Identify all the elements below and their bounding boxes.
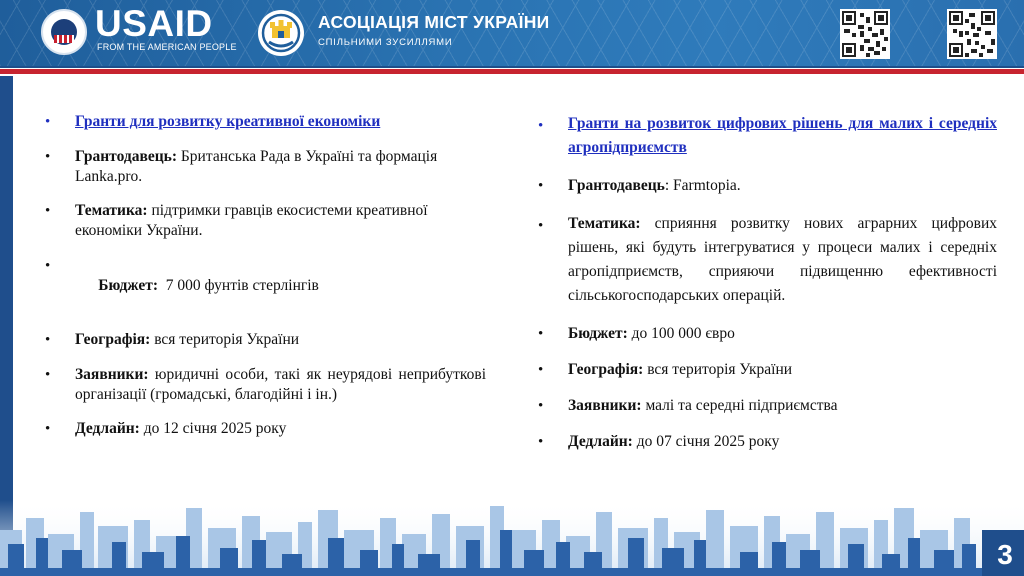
field-label: Бюджет: xyxy=(98,276,158,294)
field-label: Грантодавець xyxy=(568,177,665,194)
budget-item xyxy=(45,256,486,316)
field-label: Дедлайн: xyxy=(568,433,633,450)
field-value: сприяння розвитку нових аграрних цифрових рішень, які будуть інтегруватися у процеси малих і середніх агропідприємств, сприяючи підвищенню ефективності сільськогосподарських операцій. xyxy=(568,215,997,304)
field-value: Британська Рада в Україні та формація Lanka.pro. xyxy=(75,147,438,185)
bullet: • xyxy=(45,114,51,130)
topic-item xyxy=(538,212,997,308)
field-value: вся територія України xyxy=(643,361,793,378)
field-label: Заявники: xyxy=(75,365,149,383)
association-tagline: СПІЛЬНИМИ ЗУСИЛЛЯМИ xyxy=(318,37,453,48)
bullet: • xyxy=(45,421,51,437)
grant-title-link[interactable]: Гранти для розвитку креативної економіки xyxy=(75,113,381,130)
field-value: вся територія України xyxy=(150,331,300,348)
field-label: Географія: xyxy=(75,331,151,348)
applicants-item xyxy=(538,396,997,416)
city-skyline-footer xyxy=(0,500,1024,576)
grantor-item xyxy=(45,147,486,187)
bullet: • xyxy=(45,257,51,274)
bullet: • xyxy=(538,398,544,414)
bullet: • xyxy=(538,326,544,342)
field-label: Заявники: xyxy=(568,397,642,414)
bullet: • xyxy=(538,118,544,134)
geography-item xyxy=(538,360,997,380)
page-number: 3 xyxy=(997,539,1013,570)
field-value: підтримки гравців екосистеми креативної економіки України. xyxy=(75,202,428,239)
field-value: юридичні особи, такі як неурядові неприбуткові організації (громадські, благодійні і ін.) xyxy=(75,365,486,403)
applicants-item xyxy=(45,365,486,405)
topic-item xyxy=(45,201,486,241)
field-value: : Farmtopia. xyxy=(664,177,741,194)
grant-column-left xyxy=(45,112,486,454)
bullet: • xyxy=(538,362,544,378)
bullet: • xyxy=(538,178,544,194)
budget-item xyxy=(538,324,997,344)
grant-title-link[interactable]: Гранти на розвиток цифрових рішень для малих і середніх агропідприємств xyxy=(568,115,997,156)
field-label: Дедлайн: xyxy=(75,420,140,437)
header-banner xyxy=(0,0,1024,66)
geography-item xyxy=(45,330,486,350)
field-label: Грантодавець: xyxy=(75,147,178,165)
deadline-item xyxy=(538,432,997,452)
usaid-tagline: FROM THE AMERICAN PEOPLE xyxy=(97,42,237,52)
usaid-seal-icon xyxy=(41,9,87,55)
bullet: • xyxy=(538,434,544,450)
grantor-item xyxy=(538,176,997,196)
grant-title-item xyxy=(45,112,486,132)
bullet: • xyxy=(45,203,51,219)
field-value: до 07 січня 2025 року xyxy=(632,433,780,450)
grant-column-right xyxy=(538,112,997,468)
grant-title-item xyxy=(538,112,997,160)
field-label: Тематика: xyxy=(568,215,641,232)
field-label: Географія: xyxy=(568,361,644,378)
bullet: • xyxy=(45,366,51,383)
field-value: малі та середні підприємства xyxy=(641,397,838,414)
bullet: • xyxy=(45,332,51,348)
bullet: • xyxy=(538,218,544,234)
usaid-logo-text: USAID xyxy=(95,3,213,44)
qr-code-icon[interactable] xyxy=(840,9,890,59)
field-value: 7 000 фунтів стерлінгів xyxy=(158,276,319,294)
association-logo-icon xyxy=(256,8,306,58)
deadline-item xyxy=(45,419,486,439)
field-value: до 12 січня 2025 року xyxy=(139,420,287,437)
header-divider-blue xyxy=(0,66,1024,68)
bullet: • xyxy=(45,148,51,165)
field-value: до 100 000 євро xyxy=(627,325,735,342)
field-label: Бюджет: xyxy=(568,325,628,342)
association-title: АСОЦІАЦІЯ МІСТ УКРАЇНИ xyxy=(318,12,550,32)
qr-code-icon[interactable] xyxy=(947,9,997,59)
header-divider-red xyxy=(0,69,1024,74)
field-label: Тематика: xyxy=(75,202,148,219)
